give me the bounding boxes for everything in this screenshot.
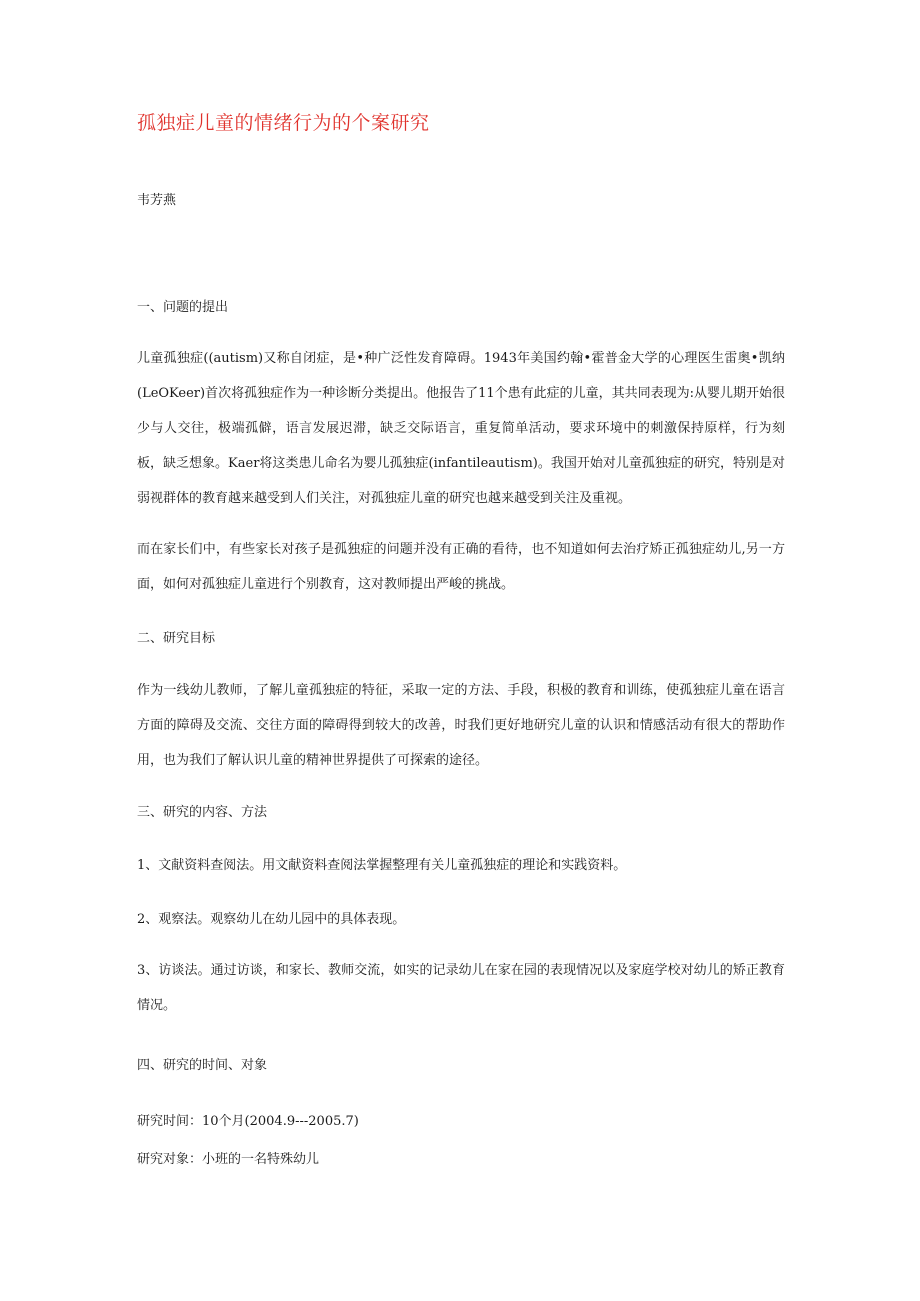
section-heading-problem: 一、问题的提出 <box>137 300 229 315</box>
method-item-interview: 3、访谈法。通过访谈，和家长、教师交流，如实的记录幼儿在家在园的表现情况以及家庭学校对幼儿的矫正教育情况。 <box>137 963 785 1013</box>
section-heading-goals: 二、研究目标 <box>137 631 216 646</box>
research-subject: 研究对象：小班的一名特殊幼儿 <box>137 1152 320 1167</box>
method-item-observation: 2、观察法。观察幼儿在幼儿园中的具体表现。 <box>137 912 406 927</box>
research-time: 研究时间：10个月(2004.9---2005.7) <box>137 1114 359 1129</box>
paragraph-autism-intro: 儿童孤独症((autism)又称自闭症，是•种广泛性发育障碍。1943年美国约翰•霍普金大学的心理医生雷奥•凯纳(LeOKeer)首次将孤独症作为一种诊断分类提出。他报告了11个患有此症的儿童，其共同表现为:从婴儿期开始很少与人交往，极端孤僻，语言发展迟滞，缺乏交际语言，重复简单活动，要求环境中的刺激保持原样，行为刻板，缺乏想象。Kaer将这类患儿命名为婴儿孤独症(infantileautism)。我国开始对儿童孤独症的研究，特别是对弱视群体的教育越来越受到人们关注，对孤独症儿童的研究也越来越受到关注及重视。 <box>137 351 786 506</box>
document-title: 孤独症儿童的情绪行为的个案研究 <box>137 112 430 134</box>
section-heading-time-subject: 四、研究的时间、对象 <box>137 1058 268 1073</box>
paragraph-goals: 作为一线幼儿教师，了解儿童孤独症的特征，采取一定的方法、手段，积极的教育和训练，使孤独症儿童在语言方面的障碍及交流、交往方面的障碍得到较大的改善，时我们更好地研究儿童的认识和情感活动有很大的帮助作用，也为我们了解认识儿童的精神世界提供了可探索的途径。 <box>137 683 785 768</box>
section-heading-methods: 三、研究的内容、方法 <box>137 805 268 820</box>
paragraph-parents-challenge: 而在家长们中，有些家长对孩子是孤独症的问题并没有正确的看待，也不知道如何去治疗矫正孤独症幼儿,另一方面，如何对孤独症儿童进行个别教育，这对教师提出严峻的挑战。 <box>137 542 785 592</box>
method-item-literature: 1、文献资料查阅法。用文献资料查阅法掌握整理有关儿童孤独症的理论和实践资料。 <box>137 858 627 873</box>
author-name: 韦芳燕 <box>137 193 177 208</box>
